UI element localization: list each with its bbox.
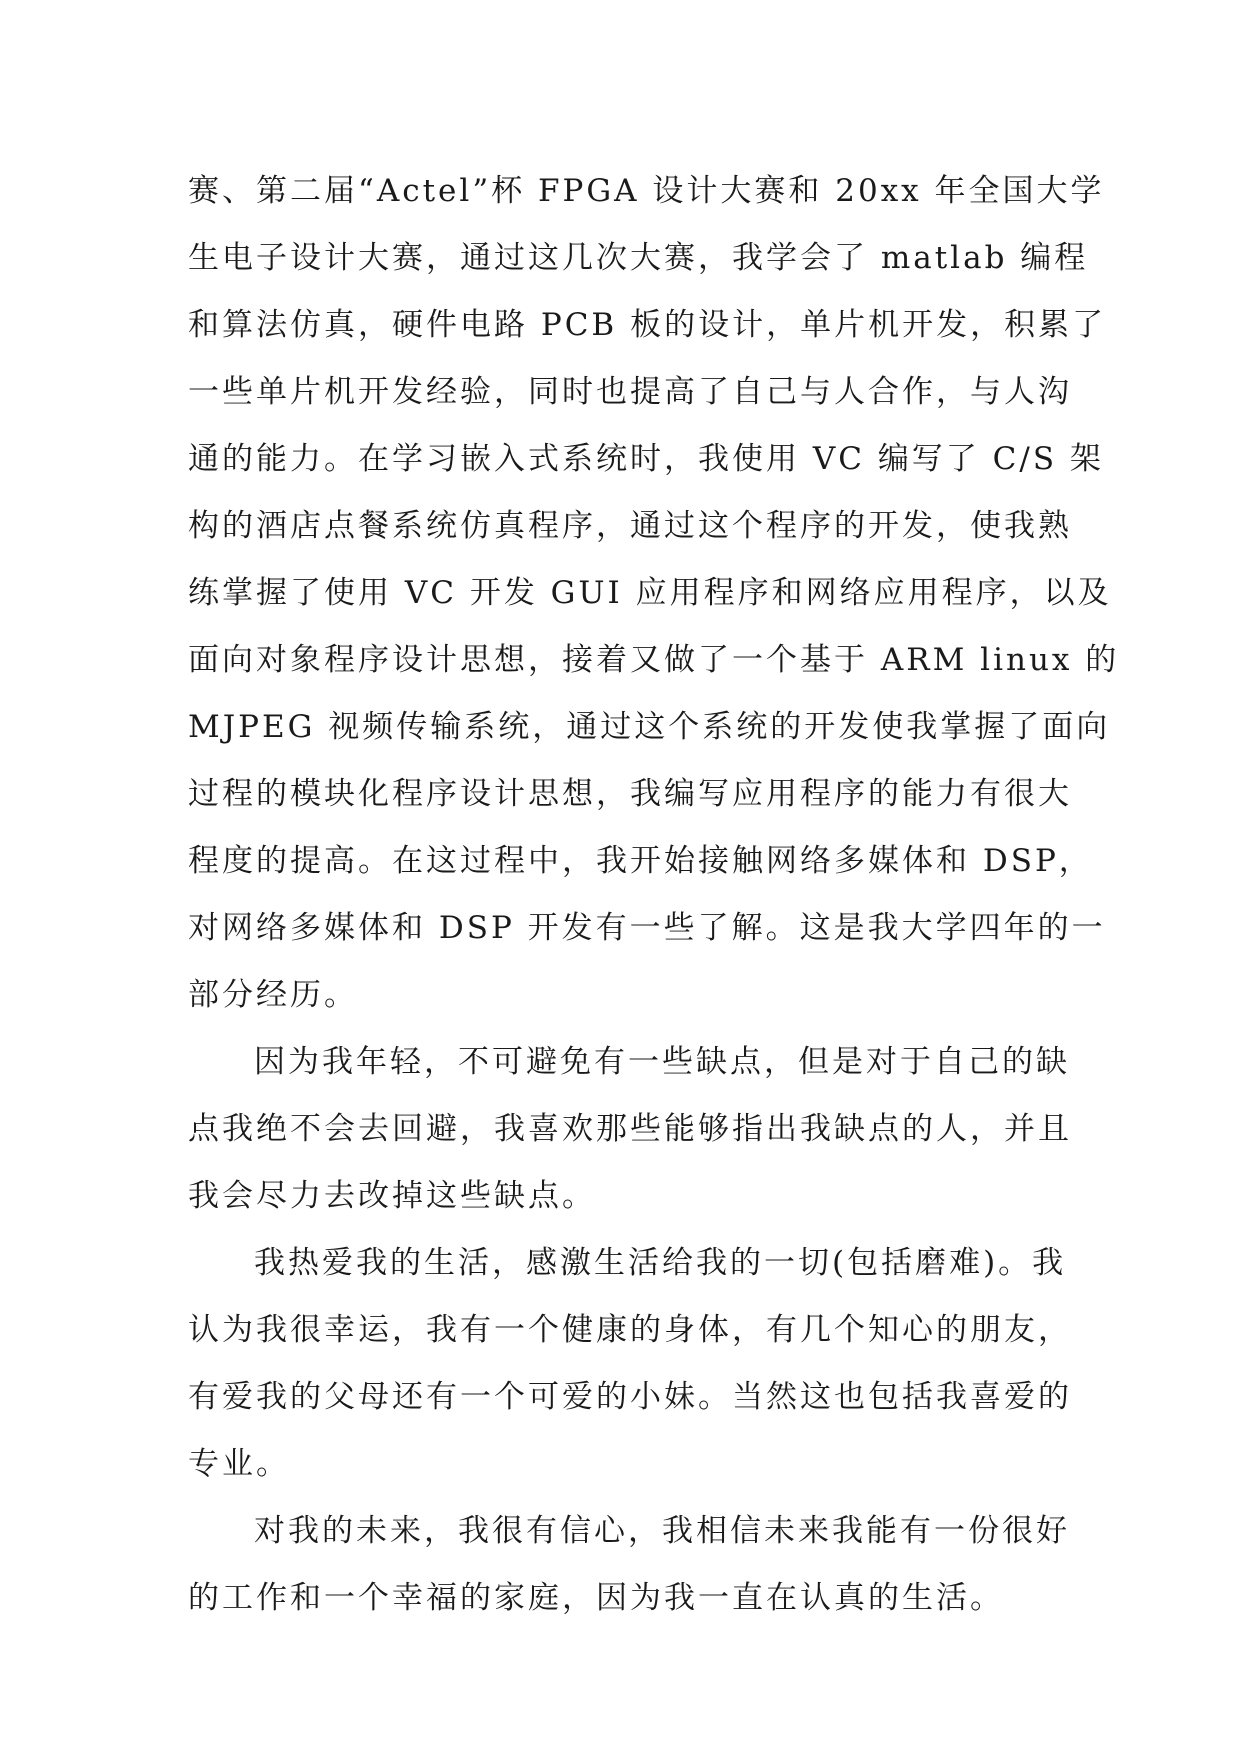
text-line: 专业。 [188, 1446, 290, 1482]
text-line: MJPEG 视频传输系统，通过这个系统的开发使我掌握了面向 [188, 709, 1111, 745]
text-line: 认为我很幸运，我有一个健康的身体，有几个知心的朋友， [188, 1312, 1072, 1348]
paragraph-experience [188, 158, 1120, 1029]
paragraph-shortcomings [188, 1029, 1072, 1230]
text-line: 生电子设计大赛，通过这几次大赛，我学会了 matlab 编程 [188, 240, 1089, 276]
body-text [188, 158, 1120, 1632]
text-line: 和算法仿真，硬件电路 PCB 板的设计，单片机开发，积累了 [188, 307, 1107, 343]
text-line-indented: 因为我年轻，不可避免有一些缺点，但是对于自己的缺 [254, 1044, 1070, 1080]
text-line: 有爱我的父母还有一个可爱的小妹。当然这也包括我喜爱的 [188, 1379, 1072, 1415]
text-line: 通的能力。在学习嵌入式系统时，我使用 VC 编写了 C/S 架 [188, 441, 1104, 477]
paragraph-future [188, 1498, 1068, 1632]
text-line: 的工作和一个幸福的家庭，因为我一直在认真的生活。 [188, 1580, 1004, 1616]
text-line: 对网络多媒体和 DSP 开发有一些了解。这是我大学四年的一 [188, 910, 1106, 946]
text-line: 我会尽力去改掉这些缺点。 [188, 1178, 596, 1214]
text-line-indented: 我热爱我的生活，感激生活给我的一切(包括磨难)。我 [254, 1245, 1067, 1281]
text-line: 构的酒店点餐系统仿真程序，通过这个程序的开发，使我熟 [188, 508, 1072, 544]
text-line: 过程的模块化程序设计思想，我编写应用程序的能力有很大 [188, 776, 1072, 812]
text-line: 点我绝不会去回避，我喜欢那些能够指出我缺点的人，并且 [188, 1111, 1072, 1147]
text-line: 程度的提高。在这过程中，我开始接触网络多媒体和 DSP， [188, 843, 1093, 879]
text-line: 面向对象程序设计思想，接着又做了一个基于 ARM linux 的 [188, 642, 1120, 678]
text-line: 一些单片机开发经验，同时也提高了自己与人合作，与人沟 [188, 374, 1072, 410]
text-line: 赛、第二届“Actel”杯 FPGA 设计大赛和 20xx 年全国大学 [188, 173, 1105, 209]
text-line: 练掌握了使用 VC 开发 GUI 应用程序和网络应用程序，以及 [188, 575, 1112, 611]
text-line: 部分经历。 [188, 977, 358, 1013]
text-line-indented: 对我的未来，我很有信心，我相信未来我能有一份很好 [254, 1513, 1070, 1549]
paragraph-life [188, 1230, 1072, 1498]
